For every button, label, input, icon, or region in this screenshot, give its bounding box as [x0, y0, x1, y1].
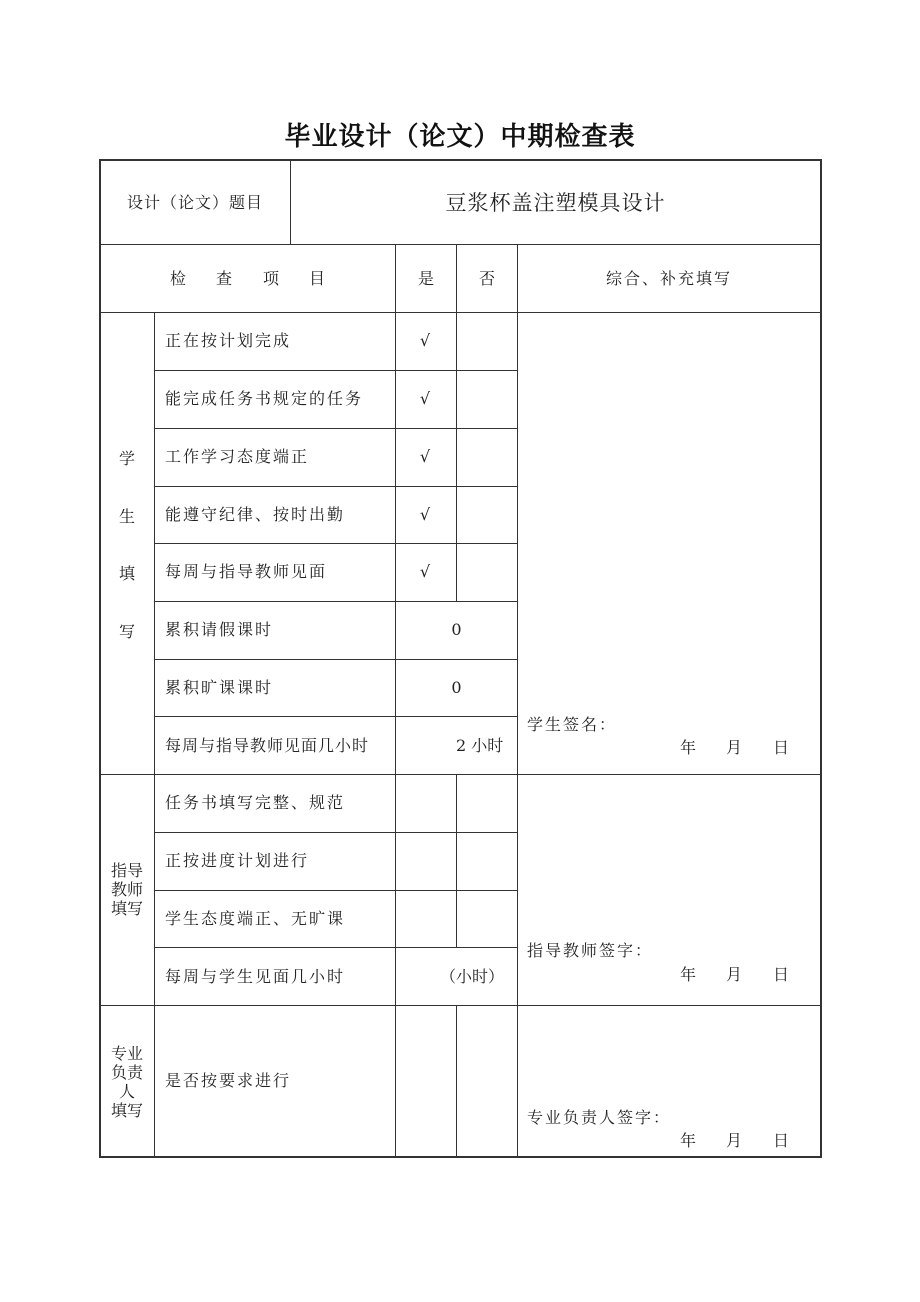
absent-hours-value[interactable]: 0 — [451, 678, 462, 697]
meeting-hours-value[interactable]: 2 小时 — [456, 736, 504, 755]
meeting-hours-label: 每周与指导教师见面几小时 — [165, 736, 370, 755]
student-item-1: 正在按计划完成 — [165, 331, 292, 350]
topic-value: 豆浆杯盖注塑模具设计 — [445, 191, 666, 215]
director-section-label — [100, 1044, 154, 1120]
student-label-char: 生 — [118, 506, 135, 526]
header-item-char: 项 — [263, 269, 282, 288]
teacher-section-label — [100, 861, 154, 918]
leave-hours-label: 累积请假课时 — [165, 620, 274, 639]
teacher-meeting-hours-value[interactable]: （小时） — [440, 967, 505, 986]
director-label-part: 专业 — [110, 1044, 143, 1063]
date-year: 年 — [680, 1131, 699, 1150]
teacher-item-2: 正按进度计划进行 — [165, 851, 310, 870]
student-label-char: 学 — [118, 449, 135, 468]
student-label-char: 写 — [118, 621, 135, 641]
student-yes-2[interactable]: √ — [419, 389, 433, 408]
teacher-signature-label: 指导教师签字： — [527, 941, 654, 960]
header-item-char: 查 — [216, 269, 235, 288]
student-yes-5[interactable]: √ — [419, 562, 433, 581]
student-yes-4[interactable]: √ — [419, 505, 433, 524]
header-no: 否 — [478, 269, 495, 288]
date-day: 日 — [773, 965, 792, 984]
topic-label: 设计（论文）题目 — [126, 193, 263, 212]
header-comment: 综合、补充填写 — [605, 269, 732, 288]
student-item-4: 能遵守纪律、按时出勤 — [165, 505, 346, 524]
header-yes: 是 — [417, 269, 434, 288]
student-item-2: 能完成任务书规定的任务 — [165, 389, 364, 408]
student-label-char: 填 — [118, 564, 135, 583]
date-month: 月 — [726, 1131, 745, 1150]
student-item-5: 每周与指导教师见面 — [165, 562, 328, 581]
header-item-char: 目 — [309, 269, 328, 288]
date-month: 月 — [726, 965, 745, 984]
student-yes-3[interactable]: √ — [419, 447, 433, 466]
date-month: 月 — [726, 738, 745, 757]
director-item: 是否按要求进行 — [165, 1071, 292, 1090]
student-item-3: 工作学习态度端正 — [165, 447, 310, 466]
page-title: 毕业设计（论文）中期检查表 — [284, 122, 636, 152]
header-item-char: 检 — [170, 269, 189, 288]
student-signature-label: 学生签名： — [527, 715, 618, 734]
teacher-label-part: 教师 — [110, 880, 143, 899]
teacher-item-3: 学生态度端正、无旷课 — [165, 909, 346, 928]
date-day: 日 — [773, 738, 792, 757]
director-label-part: 填写 — [110, 1101, 143, 1120]
date-year: 年 — [680, 965, 699, 984]
date-day: 日 — [773, 1131, 792, 1150]
student-yes-1[interactable]: √ — [419, 331, 433, 350]
absent-hours-label: 累积旷课课时 — [165, 678, 274, 697]
director-signature-label: 专业负责人签字： — [527, 1108, 672, 1127]
director-label-part: 人 — [118, 1082, 135, 1101]
teacher-item-1: 任务书填写完整、规范 — [165, 793, 346, 812]
director-label-part: 负责 — [110, 1063, 143, 1082]
teacher-meeting-hours-label: 每周与学生见面几小时 — [165, 967, 346, 986]
teacher-label-part: 填写 — [110, 899, 143, 918]
leave-hours-value[interactable]: 0 — [451, 620, 462, 639]
teacher-label-part: 指导 — [110, 861, 143, 880]
date-year: 年 — [680, 738, 699, 757]
student-section-label — [100, 430, 154, 660]
